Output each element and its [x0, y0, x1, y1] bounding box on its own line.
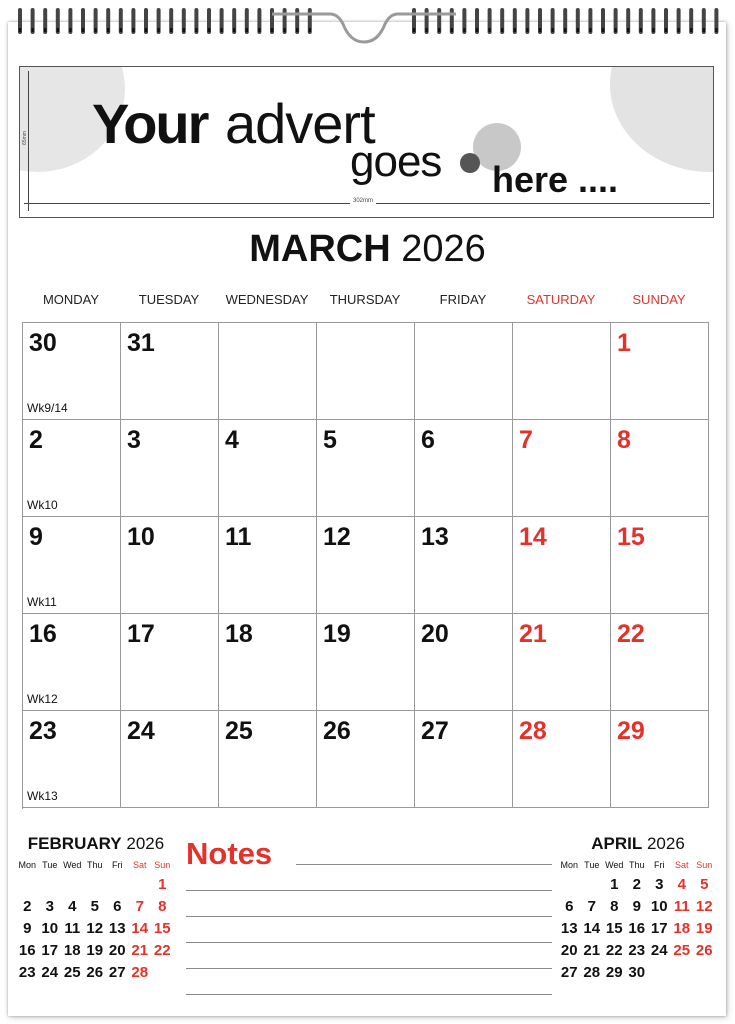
day-cell: [611, 614, 709, 711]
day-cell: [513, 614, 611, 711]
day-number: 21: [519, 620, 547, 648]
mini-week-row: [16, 964, 176, 986]
mini-day-number: 21: [583, 942, 601, 959]
weekday-header: [22, 292, 708, 307]
mini-day-number: 18: [63, 942, 81, 959]
day-cell: [415, 614, 513, 711]
mini-day-number: 29: [605, 964, 623, 981]
day-cell: [317, 420, 415, 517]
mini-day-number: 6: [113, 898, 122, 915]
week-number-label: Wk10: [27, 498, 58, 512]
day-number: 18: [225, 620, 253, 648]
binding-hole: [157, 28, 159, 32]
day-cell: [121, 517, 219, 614]
mini-weekday-label: Wed: [605, 860, 624, 870]
mini-week-row: [16, 920, 176, 942]
day-cell: [317, 323, 415, 420]
mini-weekday-label: Thu: [86, 860, 103, 870]
weekday-sunday: SUNDAY: [632, 292, 686, 307]
binding-hole: [690, 28, 692, 32]
mini-day-number: 21: [131, 942, 149, 959]
mini-day-number: [151, 964, 174, 986]
mini-day-number: 11: [64, 920, 81, 937]
mini-week-row: [558, 920, 718, 942]
day-number: 29: [617, 717, 645, 745]
binding-hole: [183, 28, 185, 32]
mini-day-number: 30: [628, 964, 646, 981]
week-row: [23, 323, 709, 420]
binding-hole: [602, 28, 604, 32]
binding-hole: [69, 28, 71, 32]
day-number: 24: [127, 717, 155, 745]
binding-hole: [145, 28, 147, 32]
binding-hole: [120, 28, 122, 32]
binding-hole: [309, 28, 311, 32]
week-number-label: Wk9/14: [27, 401, 68, 415]
day-number: 15: [617, 523, 645, 551]
mini-week-row: [558, 942, 718, 964]
mini-day-number: 4: [677, 876, 686, 893]
mini-day-number: 9: [632, 898, 641, 915]
day-number: 9: [29, 523, 43, 551]
weekday-thursday: THURSDAY: [329, 292, 401, 307]
binding-hole: [208, 28, 210, 32]
day-number: 22: [617, 620, 645, 648]
binding-hole: [258, 28, 260, 32]
binding-hole: [44, 28, 46, 32]
weekday-tuesday: TUESDAY: [138, 292, 200, 307]
weekday-wednesday: WEDNESDAY: [225, 292, 309, 307]
day-number: 30: [29, 329, 57, 357]
day-cell: [121, 711, 219, 808]
binding-hole: [551, 28, 553, 32]
binding-hole: [82, 28, 84, 32]
mini-calendar-body: [16, 860, 176, 986]
mini-weekday-label: Thu: [628, 860, 645, 870]
mini-day-number: 8: [610, 898, 619, 915]
binding-hole: [715, 28, 717, 32]
day-number: 8: [617, 426, 631, 454]
mini-week-row: [16, 942, 176, 964]
day-cell: [121, 420, 219, 517]
binding-hole: [195, 28, 197, 32]
day-cell: [121, 323, 219, 420]
mini-calendar-title: [558, 834, 718, 854]
binding-hole: [526, 28, 528, 32]
day-number: 14: [519, 523, 547, 551]
day-number: 6: [421, 426, 435, 454]
binding-hole: [589, 28, 591, 32]
binding-hole: [463, 28, 465, 32]
decorative-circle: [610, 66, 714, 172]
day-cell: [219, 711, 317, 808]
binding-hole: [246, 28, 248, 32]
day-cell: [219, 614, 317, 711]
week-number-label: Wk11: [27, 595, 57, 609]
binding-hole: [31, 28, 33, 32]
binding-hole: [451, 28, 453, 32]
month-name: MARCH: [249, 228, 391, 270]
mini-day-number: 15: [153, 920, 171, 937]
day-number: 3: [127, 426, 141, 454]
mini-calendar-april: [558, 834, 718, 986]
binding-hole: [577, 28, 579, 32]
mini-weekday-label: Wed: [63, 860, 82, 870]
month-grid: [22, 322, 709, 809]
mini-week-row: [16, 898, 176, 920]
binding-hole: [438, 28, 440, 32]
day-cell: [23, 323, 121, 420]
mini-day-number: 13: [108, 920, 126, 937]
day-number: 16: [29, 620, 57, 648]
day-cell: [23, 711, 121, 808]
mini-day-number: 14: [131, 920, 149, 937]
mini-day-number: [61, 876, 84, 898]
day-cell: [415, 420, 513, 517]
mini-day-number: 19: [86, 942, 104, 959]
mini-day-number: 3: [45, 898, 54, 915]
mini-day-number: [16, 876, 39, 898]
mini-day-number: 23: [628, 942, 646, 959]
mini-day-number: 16: [18, 942, 36, 959]
binding-hole: [514, 28, 516, 32]
day-number: 27: [421, 717, 449, 745]
day-cell: [23, 420, 121, 517]
notes-line: [186, 890, 552, 891]
mini-day-number: 12: [86, 920, 104, 937]
mini-day-number: [84, 876, 107, 898]
day-number: 23: [29, 717, 57, 745]
day-number: 20: [421, 620, 449, 648]
binding-hole: [296, 28, 298, 32]
mini-day-number: 25: [63, 964, 81, 981]
mini-day-number: 15: [605, 920, 623, 937]
mini-day-number: 26: [86, 964, 104, 981]
mini-weekday-label: Tue: [584, 860, 600, 870]
mini-weekday-label: Sat: [132, 860, 147, 870]
month-year: 2026: [401, 228, 486, 270]
mini-day-number: 13: [560, 920, 578, 937]
day-number: 26: [323, 717, 351, 745]
mini-day-number: [648, 964, 671, 986]
binding-hole: [501, 28, 503, 32]
mini-day-number: 24: [650, 942, 668, 959]
decorative-dot: [460, 153, 480, 173]
day-cell: [219, 420, 317, 517]
week-number-label: Wk12: [27, 692, 58, 706]
mini-weekday-label: Mon: [560, 860, 578, 870]
day-number: 2: [29, 426, 43, 454]
mini-day-number: 17: [650, 920, 668, 937]
day-cell: [513, 323, 611, 420]
mini-day-number: [671, 964, 694, 986]
mini-day-number: 14: [583, 920, 601, 937]
binding-hole: [652, 28, 654, 32]
height-dimension-label: 65mm: [21, 131, 28, 145]
binding-hole: [132, 28, 134, 32]
day-cell: [23, 614, 121, 711]
weekday-friday: FRIDAY: [439, 292, 487, 307]
mini-day-number: 20: [560, 942, 578, 959]
mini-day-number: 5: [700, 876, 709, 893]
notes-line: [186, 968, 552, 969]
binding-hole: [665, 28, 667, 32]
day-cell: [513, 711, 611, 808]
notes-title: Notes: [186, 836, 273, 871]
mini-day-number: [106, 876, 129, 898]
mini-day-number: [581, 876, 604, 898]
mini-week-row: [558, 876, 718, 898]
binding-hole: [220, 28, 222, 32]
day-number: 25: [225, 717, 253, 745]
binding-hole: [476, 28, 478, 32]
day-number: 28: [519, 717, 547, 745]
mini-day-number: 1: [610, 876, 619, 893]
mini-day-number: 16: [628, 920, 646, 937]
notes-line: [296, 864, 552, 865]
binding-hole: [413, 28, 415, 32]
day-cell: [611, 323, 709, 420]
week-row: [23, 711, 709, 808]
width-dimension-label: 302mm: [350, 198, 376, 204]
day-cell: [611, 420, 709, 517]
day-cell: [611, 517, 709, 614]
mini-week-row: [558, 964, 718, 986]
day-number: 11: [225, 523, 252, 551]
week-number-label: Wk13: [27, 789, 58, 803]
binding-hole: [94, 28, 96, 32]
mini-day-number: 26: [695, 942, 713, 959]
week-row: [23, 614, 709, 711]
mini-day-number: 25: [673, 942, 691, 959]
mini-day-number: 5: [90, 898, 99, 915]
mini-day-number: 22: [153, 942, 171, 959]
mini-calendar-body: [558, 860, 718, 986]
mini-day-number: 2: [632, 876, 641, 893]
day-number: 12: [323, 523, 351, 551]
mini-calendar-title: [16, 834, 176, 854]
mini-day-number: [129, 876, 152, 898]
mini-day-number: 4: [68, 898, 77, 915]
mini-day-number: [558, 876, 581, 898]
mini-day-number: 20: [108, 942, 126, 959]
mini-day-number: 28: [583, 964, 601, 981]
notes-area: [186, 836, 554, 1006]
day-number: 31: [127, 329, 155, 357]
day-number: 17: [127, 620, 155, 648]
mini-day-number: 23: [18, 964, 36, 981]
day-number: 13: [421, 523, 449, 551]
mini-day-number: 9: [23, 920, 32, 937]
mini-day-number: 7: [135, 898, 144, 915]
mini-month-year: 2026: [126, 834, 165, 853]
day-cell: [317, 614, 415, 711]
binding-hole: [425, 28, 427, 32]
day-number: 5: [323, 426, 337, 454]
binding-hole: [564, 28, 566, 32]
binding-hole: [640, 28, 642, 32]
mini-week-row: [16, 876, 176, 898]
mini-weekday-label: Sat: [674, 860, 689, 870]
mini-weekday-label: Tue: [42, 860, 58, 870]
mini-day-number: 10: [41, 920, 59, 937]
mini-day-number: 28: [131, 964, 149, 981]
mini-day-number: 18: [673, 920, 691, 937]
mini-day-number: 17: [41, 942, 59, 959]
mini-weekday-label: Mon: [18, 860, 36, 870]
binding-hole: [488, 28, 490, 32]
day-cell: [415, 323, 513, 420]
mini-day-number: 27: [560, 964, 578, 981]
mini-day-number: 3: [655, 876, 664, 893]
wire-binding: [0, 0, 735, 50]
binding-hole: [539, 28, 541, 32]
mini-weekday-header: [558, 860, 718, 870]
mini-weekday-label: Fri: [112, 860, 123, 870]
binding-hole: [170, 28, 172, 32]
weekday-saturday: SATURDAY: [526, 292, 596, 307]
mini-calendar-february: [16, 834, 176, 986]
mini-day-number: [39, 876, 62, 898]
advert-panel: [19, 66, 714, 218]
day-cell: [219, 517, 317, 614]
binding-hole: [57, 28, 59, 32]
mini-day-number: 27: [108, 964, 126, 981]
mini-day-number: 1: [158, 876, 167, 893]
weekday-monday: MONDAY: [42, 292, 100, 307]
day-cell: [415, 711, 513, 808]
binding-hole: [677, 28, 679, 32]
binding-hole: [19, 28, 21, 32]
advert-word-here: here ....: [492, 159, 619, 200]
week-row: [23, 517, 709, 614]
day-cell: [219, 323, 317, 420]
day-cell: [415, 517, 513, 614]
advert-word-advert: advert: [225, 92, 375, 155]
binding-hole: [703, 28, 705, 32]
mini-weekday-label: Fri: [654, 860, 665, 870]
day-cell: [317, 711, 415, 808]
binding-hole: [107, 28, 109, 32]
mini-month-name: APRIL: [591, 834, 643, 853]
day-cell: [317, 517, 415, 614]
binding-hole: [271, 28, 273, 32]
day-cell: [611, 711, 709, 808]
mini-day-number: [693, 964, 716, 986]
mini-month-year: 2026: [646, 834, 685, 853]
mini-day-number: 22: [605, 942, 623, 959]
mini-day-number: 10: [650, 898, 668, 915]
binding-hole: [283, 28, 285, 32]
advert-word-your: Your: [92, 92, 208, 155]
mini-month-name: FEBRUARY: [27, 834, 122, 853]
mini-day-number: 11: [673, 898, 690, 915]
day-number: 19: [323, 620, 351, 648]
day-number: 7: [519, 426, 533, 454]
day-cell: [513, 517, 611, 614]
day-cell: [23, 517, 121, 614]
mini-day-number: 12: [695, 898, 713, 915]
binding-hole: [233, 28, 235, 32]
day-number: 10: [127, 523, 155, 551]
month-title: [0, 228, 735, 271]
week-row: [23, 420, 709, 517]
day-number: 4: [225, 426, 239, 454]
mini-day-number: 8: [158, 898, 167, 915]
notes-line: [186, 942, 552, 943]
mini-day-number: 19: [695, 920, 713, 937]
mini-weekday-header: [16, 860, 176, 870]
mini-day-number: 2: [23, 898, 32, 915]
binding-hole: [614, 28, 616, 32]
day-cell: [121, 614, 219, 711]
binding-hole: [627, 28, 629, 32]
mini-weekday-label: Sun: [154, 860, 171, 870]
mini-week-row: [558, 898, 718, 920]
mini-day-number: 7: [587, 898, 596, 915]
mini-weekday-label: Sun: [696, 860, 713, 870]
notes-line: [186, 994, 552, 995]
mini-day-number: 6: [565, 898, 574, 915]
height-dimension-line: [28, 71, 29, 211]
mini-day-number: 24: [41, 964, 59, 981]
day-number: 1: [617, 329, 631, 357]
day-cell: [513, 420, 611, 517]
notes-line: [186, 916, 552, 917]
advert-word-goes: goes: [350, 137, 442, 186]
